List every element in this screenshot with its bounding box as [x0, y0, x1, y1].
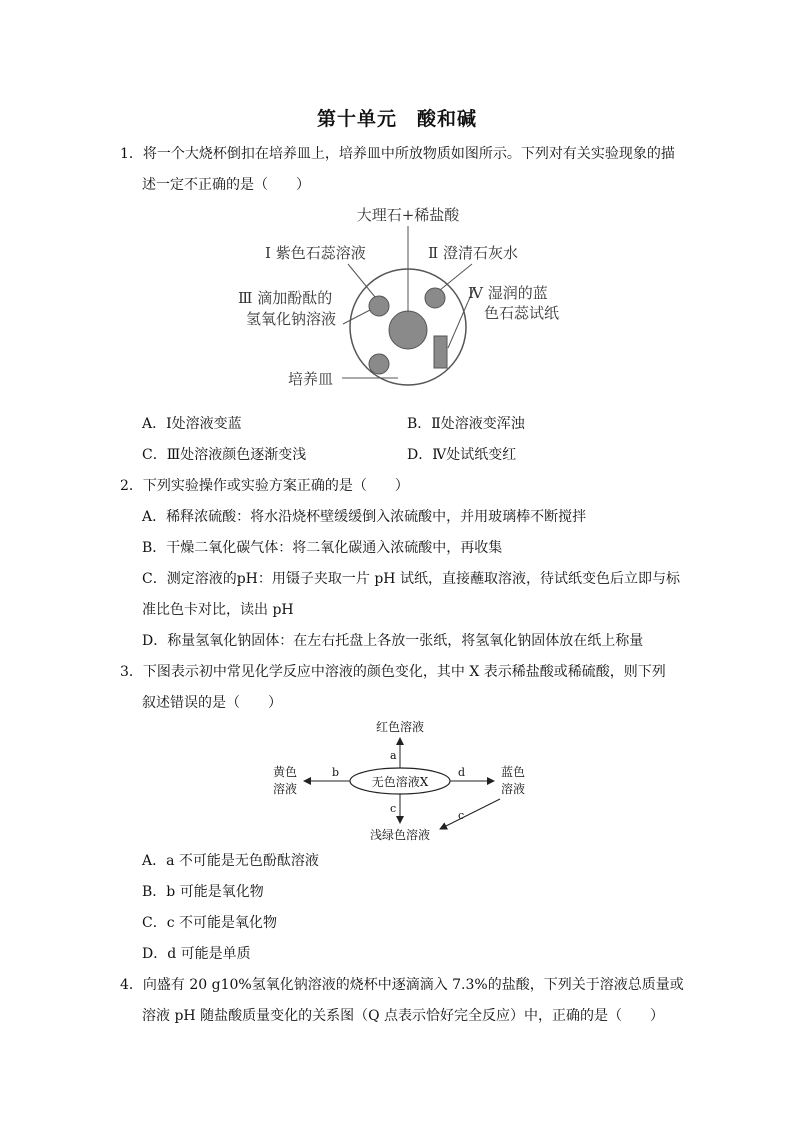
q1-option-b: B．Ⅱ处溶液变浑浊 — [407, 416, 525, 432]
arrow-b-label: b — [332, 766, 340, 779]
litmus-paper-rect — [434, 336, 447, 368]
arrow-d-label: d — [458, 766, 466, 779]
q1-petri-dish-diagram — [230, 200, 570, 400]
page-title: 第十单元 酸和碱 — [316, 108, 477, 130]
left-label-line-1: 黄色 — [272, 765, 298, 779]
leader-3 — [343, 310, 370, 324]
q2-option-c-cont: 准比色卡对比，读出 pH — [142, 602, 294, 618]
q4-stem-line-2: 溶液 pH 随盐酸质量变化的关系图（Q 点表示恰好完全反应）中，正确的是（ ） — [142, 1008, 664, 1024]
q3-option-c: C．c 不可能是氧化物 — [142, 915, 278, 931]
q3-option-b: B．b 可能是氧化物 — [142, 884, 264, 900]
top-label: 红色溶液 — [375, 720, 425, 734]
marble-acid-circle — [389, 311, 427, 349]
label-1: Ⅰ 紫色石蕊溶液 — [265, 244, 366, 262]
q1-option-c: C．Ⅲ处溶液颜色逐渐变浅 — [142, 447, 307, 463]
right-label-line-1: 蓝色 — [500, 765, 526, 779]
label-4-line-2: 色石蕊试纸 — [484, 304, 560, 322]
q1-option-a: A．Ⅰ处溶液变蓝 — [142, 416, 242, 432]
arrow-c-label: c — [390, 802, 397, 815]
label-3-line-2: 氢氧化钠溶液 — [246, 310, 337, 328]
q2-option-d: D．称量氢氧化钠固体：在左右托盘上各放一张纸，将氢氧化钠固体放在纸上称量 — [142, 633, 644, 649]
q4-stem-line-1: 4．向盛有 20 g10%氢氧化钠溶液的烧杯中逐滴滴入 7.3%的盐酸，下列关于溶液总质量或 — [120, 977, 684, 993]
center-label: 无色溶液X — [371, 775, 429, 789]
label-3-line-1: Ⅲ 滴加酚酞的 — [238, 289, 333, 307]
well-2-circle — [425, 288, 445, 308]
well-1-circle — [369, 296, 389, 316]
arrow-a-label: a — [390, 749, 397, 762]
q3-option-a: A．a 不可能是无色酚酞溶液 — [142, 853, 319, 869]
q3-stem-line-2: 叙述错误的是（ ） — [142, 695, 282, 711]
arrow-diagonal — [440, 799, 500, 829]
left-label-line-2: 溶液 — [272, 782, 298, 796]
bottom-label: 浅绿色溶液 — [369, 828, 431, 842]
label-top: 大理石+稀盐酸 — [356, 206, 460, 224]
q1-stem-line-1: 1．将一个大烧杯倒扣在培养皿上，培养皿中所放物质如图所示。下列对有关实验现象的描 — [120, 146, 675, 162]
well-3-circle — [369, 354, 389, 374]
q2-stem-line-1: 2．下列实验操作或实验方案正确的是（ ） — [120, 478, 409, 494]
q3-color-change-diagram — [260, 717, 540, 845]
label-dish: 培养皿 — [288, 370, 334, 388]
q1-stem-line-2: 述一定不正确的是（ ） — [142, 177, 310, 193]
right-label-line-2: 溶液 — [500, 782, 526, 796]
q2-option-b: B．干燥二氧化碳气体：将二氧化碳通入浓硫酸中，再收集 — [142, 540, 503, 556]
label-4-line-1: Ⅳ 湿润的蓝 — [468, 284, 548, 302]
q2-option-c: C．测定溶液的pH：用镊子夹取一片 pH 试纸，直接蘸取溶液，待试纸变色后立即与标 — [142, 571, 680, 587]
q1-option-d: D．Ⅳ处试纸变红 — [407, 447, 517, 463]
q3-stem-line-1: 3．下图表示初中常见化学反应中溶液的颜色变化，其中 X 表示稀盐酸或稀硫酸，则下列 — [120, 664, 666, 680]
label-2: Ⅱ 澄清石灰水 — [428, 244, 518, 262]
q2-option-a: A．稀释浓硫酸：将水沿烧杯壁缓缓倒入浓硫酸中，并用玻璃棒不断搅拌 — [142, 509, 587, 525]
q3-option-d: D．d 可能是单质 — [142, 946, 251, 962]
arrow-c2-label: c — [458, 809, 465, 822]
